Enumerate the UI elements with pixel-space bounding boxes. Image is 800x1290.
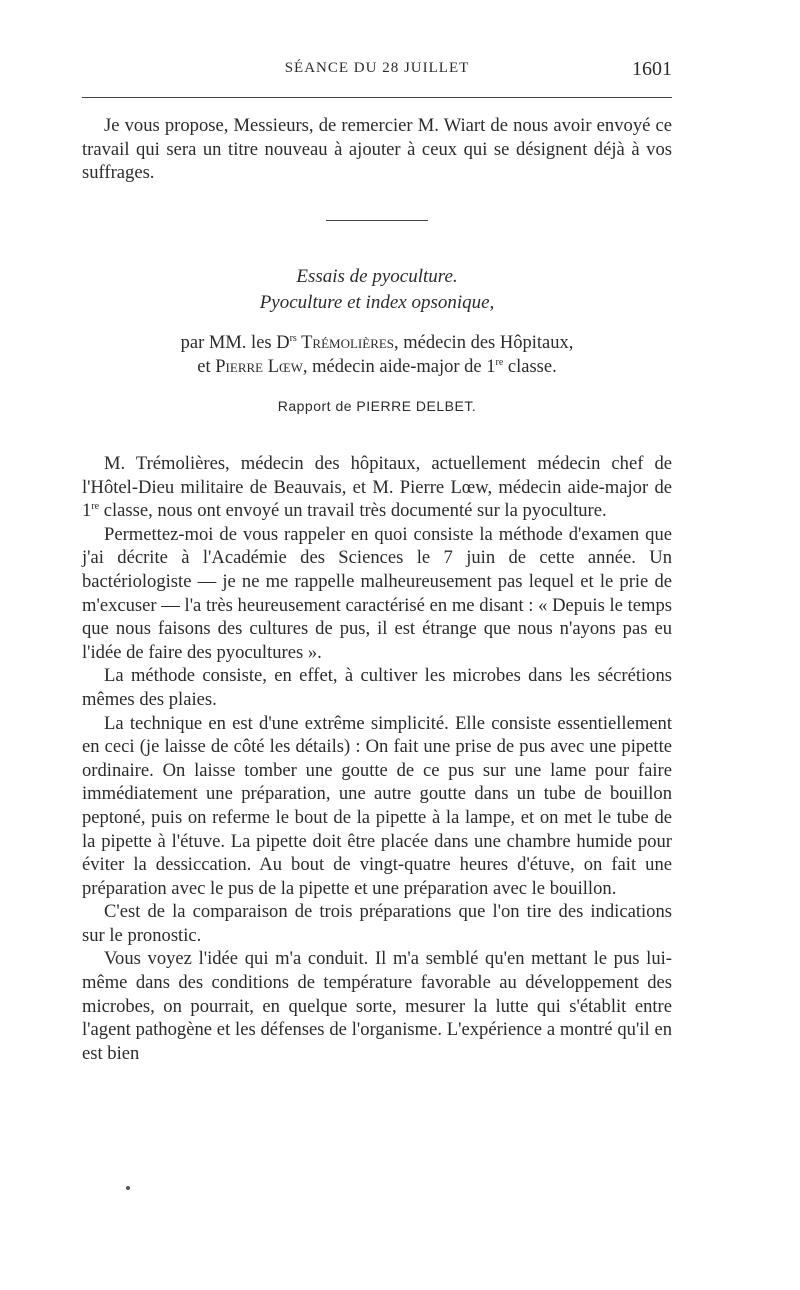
- section-separator: [326, 220, 428, 221]
- article-title: Essais de pyoculture.: [296, 266, 458, 287]
- paragraph-3: La méthode consiste, en effet, à cultiver les microbes dans les sécrétions mêmes des plaies.: [82, 665, 672, 710]
- paragraph-2: Permettez-moi de vous rappeler en quoi consiste la méthode d'examen que j'ai décrite à l'Académie des Sciences le 7 juin de cette année. Un bactériologiste — je ne me rappelle malheureusement pas lequel et le prie de m'excuser — l'a très heureusement caractérisé en me disant : « Depuis le temps que nous faisons des cultures de pus, il est étrange que nous n'ayons pas eu l'idée de faire des pyocultures ».: [82, 523, 672, 663]
- paragraph-1: [82, 452, 672, 523]
- report-attribution: Rapport de PIERRE DELBET.: [277, 398, 477, 414]
- header-rule: [82, 97, 672, 98]
- class-superscript: re: [495, 356, 504, 368]
- opening-paragraph: Je vous propose, Messieurs, de remercier M. Wiart de nous avoir envoyé ce travail qui sera un titre nouveau à ajouter à ceux qui se désignent déjà à vos suffrages.: [82, 115, 672, 184]
- paragraph-1-part-a: M. Trémolières, médecin des hôpitaux, actuellement médecin chef de l'Hôtel-Dieu militaire de Beauvais, et M. Pierre Lœw, médecin aide-major de 1: [82, 453, 672, 522]
- page-number: 1601: [632, 58, 672, 80]
- authors-prefix: par MM. les D: [180, 333, 290, 353]
- paragraph-1-superscript: re: [91, 501, 100, 512]
- paragraph-5: C'est de la comparaison de trois préparations que l'on tire des indications sur le pronostic.: [82, 901, 672, 946]
- paragraph-6: Vous voyez l'idée qui m'a conduit. Il m'a semblé qu'en mettant le pus lui-même dans des conditions de température favorable au développement des microbes, on pourrait, en quelque sorte, mesurer la lutte qui s'établit entre l'agent pathogène et les défenses de l'organisme. L'expérience a montré qu'il en est bien: [82, 948, 672, 1064]
- author-role-2b: classe.: [503, 357, 557, 377]
- authors-line-1: [82, 333, 672, 354]
- report-body: [82, 452, 672, 1065]
- opening-paragraph-block: [82, 114, 672, 185]
- author-role-1: , médecin des Hôpitaux,: [394, 333, 574, 353]
- running-header: [82, 58, 672, 88]
- author-name-tremolieres: Trémolières: [296, 333, 395, 353]
- authors-conjunction: et: [197, 357, 216, 377]
- ink-speck: [126, 1186, 130, 1190]
- paragraph-4: La technique en est d'une extrême simplicité. Elle consiste essentiellement en ceci (je laisse de côté les détails) : On fait une prise de pus avec une pipette ordinaire. On laisse tomber une goutte de ce pus sur une lame pour faire immédiatement une préparation, une autre goutte dans un tube de bouillon peptoné, puis on referme le bout de la pipette à la lampe, et on met le tube de la pipette à l'étuve. La pipette doit être placée dans une chambre humide pour éviter la dessiccation. Au bout de vingt-quatre heures d'étuve, on fait une préparation avec le pus de la pipette et une préparation avec le bouillon.: [82, 712, 672, 899]
- authors-line-2: [82, 357, 672, 378]
- doctors-superscript: rs: [289, 332, 297, 344]
- author-role-2a: , médecin aide-major de 1: [302, 357, 496, 377]
- running-title: SÉANCE DU 28 JUILLET: [284, 60, 470, 76]
- paragraph-1-part-b: classe, nous ont envoyé un travail très documenté sur la pyoculture.: [99, 500, 607, 522]
- article-subtitle: Pyoculture et index opsonique,: [259, 292, 495, 313]
- author-name-loew: Pierre Lœw: [215, 357, 303, 377]
